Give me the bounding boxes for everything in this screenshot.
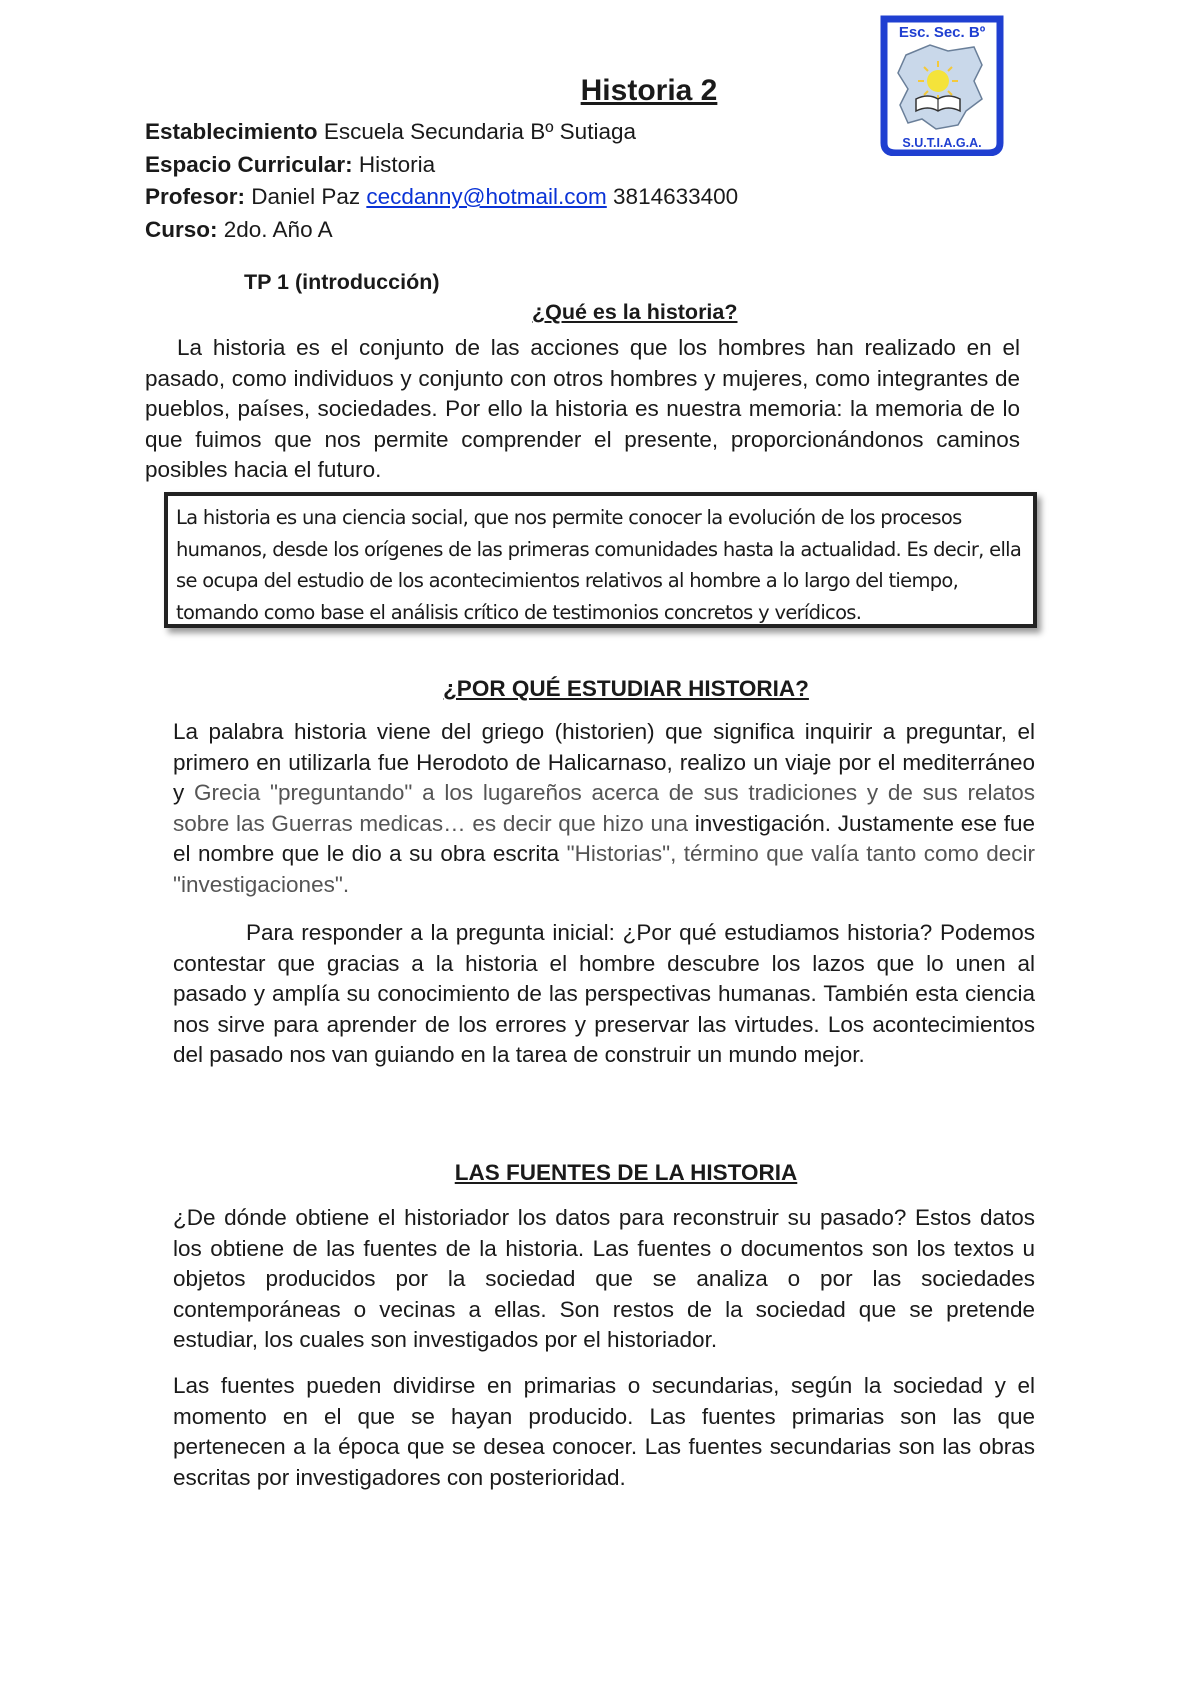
establecimiento-label: Establecimiento	[145, 119, 318, 144]
section2-paragraph1-part-a: La palabra historia viene del griego (historien) que significa inquirir a preguntar, el primero en utilizarla fue Herodoto de Halicarnaso, realizo un viaje por el mediterráneo y	[173, 719, 1035, 805]
profesor-label: Profesor:	[145, 184, 246, 209]
definition-box	[164, 492, 1037, 628]
logo-top-text: Esc. Sec. Bº	[898, 24, 986, 41]
profesor-name: Daniel Paz	[245, 184, 367, 209]
establecimiento-value: Escuela Secundaria Bº Sutiaga	[317, 119, 636, 144]
section2-paragraph1-part-d: "Historias", término que valía tanto como decir "investigaciones".	[173, 841, 1035, 897]
document-title: Historia 2	[580, 74, 718, 107]
curso-label: Curso:	[145, 216, 218, 242]
section2-paragraph1	[173, 717, 1035, 900]
espacio-curricular-row	[145, 149, 738, 182]
espacio-curricular-label: Espacio Curricular:	[145, 151, 353, 177]
definition-text: La historia es una ciencia social, que nos permite conocer la evolución de los procesos humanos, desde los orígenes de las primeras comunidades hasta la actualidad. Es decir, ella se ocupa del estudio de los acontecimientos relativos al hombre a lo largo del tiempo, tomando como base el análisis crítico de testimonios concretos y verídicos.	[176, 506, 1022, 624]
section3-paragraph2: Las fuentes pueden dividirse en primarias o secundarias, según la sociedad y el momento en el que se hayan producido. Las fuentes primarias son las que pertenecen a la época que se desea conocer. Las fuentes secundarias son las obras escritas por investigadores con posterioridad.	[173, 1373, 1035, 1490]
section3-heading: LAS FUENTES DE LA HISTORIA	[454, 1160, 798, 1185]
establecimiento-row	[145, 116, 738, 149]
curso-value: 2do. Año A	[217, 216, 333, 242]
section1-paragraph: La historia es el conjunto de las acciones que los hombres han realizado en el pasado, como individuos y conjunto con otros hombres y mujeres, como integrantes de pueblos, países, sociedades. Por ello la historia es nuestra memoria: la memoria de lo que fuimos que nos permite comprender el presente, proporcionándonos caminos posibles hacia el futuro.	[145, 335, 1020, 482]
profesor-row	[145, 181, 738, 214]
curso-row	[145, 214, 738, 247]
document-header-info	[145, 116, 738, 246]
section2-paragraph2: Para responder a la pregunta inicial: ¿Por qué estudiamos historia? Podemos contestar que gracias a la historia el hombre descubre los lazos que lo unen al pasado y amplía su conocimiento de las perspectivas humanas. También esta ciencia nos sirve para aprender de los errores y preservar las virtudes. Los acontecimientos del pasado nos van guiando en la tarea de construir un mundo mejor.	[173, 920, 1035, 1067]
section2-paragraph1-part-b: Grecia "preguntando" a los lugareños acerca de sus tradiciones y de sus relatos sobre las Guerras medicas… es decir que hizo una	[173, 780, 1035, 836]
section2-paragraph1-part-c: investigación. Justamente ese fue el nombre que le dio a su obra escrita	[173, 810, 1035, 866]
tp-title: TP 1 (introducción)	[244, 270, 440, 294]
profesor-phone: 3814633400	[606, 184, 739, 209]
logo-bottom-text: S.U.T.I.A.G.A.	[902, 136, 982, 150]
section1-heading: ¿Qué es la historia?	[532, 300, 738, 324]
section2-heading: ¿POR QUÉ ESTUDIAR HISTORIA?	[443, 676, 809, 701]
espacio-curricular-value: Historia	[352, 151, 436, 177]
profesor-email-link[interactable]: cecdanny@hotmail.com	[366, 184, 607, 209]
section3-paragraph1: ¿De dónde obtiene el historiador los datos para reconstruir su pasado? Estos datos los obtiene de las fuentes de la historia. Las fuentes o documentos son los textos u objetos producidos por la sociedad que se analiza o por las sociedades contemporáneas o vecinas a ellas. Son restos de la sociedad que se pretende estudiar, los cuales son investigados por el historiador.	[173, 1205, 1035, 1352]
